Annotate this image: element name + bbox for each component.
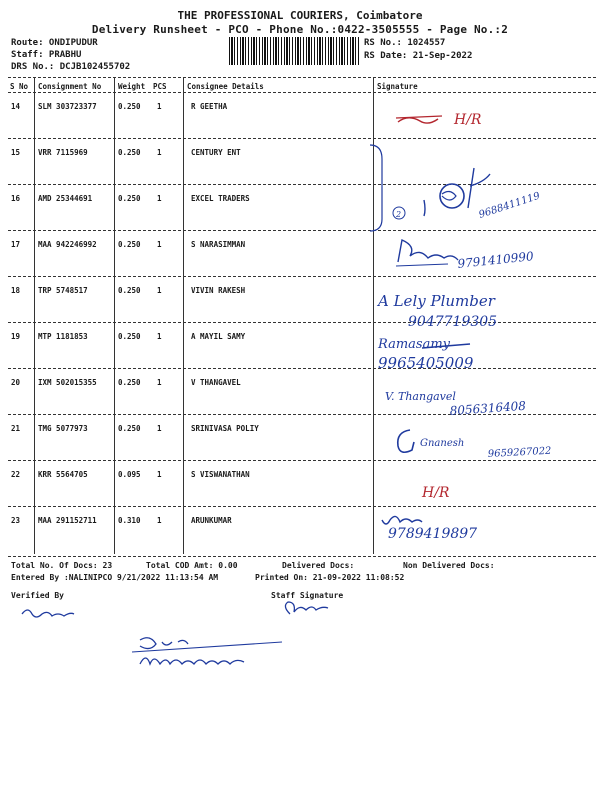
cell-pcs: 1 [157,102,162,111]
cell-weight: 0.095 [118,470,141,479]
cell-sno: 20 [11,378,21,387]
cell-weight: 0.250 [118,194,141,203]
cell-pcs: 1 [157,240,162,249]
row18-name: A Lely Plumber [378,292,495,310]
cell-consignee: V THANGAVEL [191,378,241,387]
cell-consignee: VIVIN RAKESH [191,286,246,295]
approver-signature [140,658,244,664]
total-cod-amount: Total COD Amt: 0.00 [146,561,238,570]
row16-phone: 9688411119 [477,190,542,221]
runsheet-title: THE PROFESSIONAL COURIERS, Coimbatore [177,9,423,22]
col-header-signature: Signature [377,82,418,91]
total-docs: Total No. Of Docs: 23 [11,561,113,570]
cell-sno: 14 [11,102,21,111]
runsheet-subtitle: Delivery Runsheet - PCO - Phone No.:0422-3505555 - Page No.:2 [91,23,509,36]
cell-weight: 0.310 [118,516,141,525]
cell-pcs: 1 [157,148,162,157]
row18-phone: 9047719305 [408,314,498,330]
cell-consignee: SRINIVASA POLIY [191,424,259,433]
rs-number: RS No.: 1024557 [364,38,446,48]
cell-pcs: 1 [157,378,162,387]
cell-consignee: R GEETHA [191,102,228,111]
col-header-consignment: Consignment No [38,82,102,91]
route-label: Route: ONDIPUDUR [11,38,98,48]
cell-sno: 18 [11,286,21,295]
cell-consignee: ARUNKUMAR [191,516,232,525]
cell-sno: 16 [11,194,21,203]
cell-sno: 21 [11,424,21,433]
cell-sno: 15 [11,148,21,157]
rs-date: RS Date: 21-Sep-2022 [364,51,473,61]
cell-weight: 0.250 [118,286,141,295]
cell-pcs: 1 [157,424,162,433]
row19-name: Ramasamy [378,337,451,352]
staff-signature [285,602,328,614]
col-header-weight: Weight [118,82,146,91]
cell-consignment-no: TMG 5077973 [38,424,88,433]
svg-text:2: 2 [396,210,402,219]
cell-consignee: EXCEL TRADERS [191,194,250,203]
cell-weight: 0.250 [118,424,141,433]
cell-weight: 0.250 [118,332,141,341]
cell-weight: 0.250 [118,102,141,111]
cell-consignment-no: MAA 942246992 [38,240,97,249]
printed-on: Printed On: 21-09-2022 11:08:52 [255,573,405,582]
cell-consignee: CENTURY ENT [191,148,241,157]
row19-phone: 9965405009 [378,354,474,372]
cell-pcs: 1 [157,194,162,203]
row20-name: V. Thangavel [385,390,456,403]
col-header-consignee: Consignee Details [187,82,264,91]
cell-sno: 17 [11,240,21,249]
staff-label: Staff: PRABHU [11,50,82,60]
cell-consignment-no: KRR 5564705 [38,470,88,479]
cell-sno: 23 [11,516,21,525]
delivered-docs: Delivered Docs: [282,561,355,570]
cell-consignee: A MAYIL SAMY [191,332,246,341]
verified-by-label: Verified By [11,591,64,600]
drs-number: DRS No.: DCJB102455702 [11,62,131,72]
row20-phone: 8056316408 [449,398,527,418]
row21-name: Gnanesh [420,438,465,449]
cell-weight: 0.250 [118,240,141,249]
cell-pcs: 1 [157,332,162,341]
cell-consignee: S NARASIMMAN [191,240,246,249]
cell-consignment-no: MAA 291152711 [38,516,97,525]
cell-consignee: S VISWANATHAN [191,470,250,479]
cell-weight: 0.250 [118,378,141,387]
col-header-sno: S No [10,82,29,91]
staff-signature-label: Staff Signature [271,591,344,600]
cell-consignment-no: AMD 25344691 [38,194,93,203]
row23-phone: 9789419897 [388,526,478,542]
cell-consignment-no: MTP 1181853 [38,332,88,341]
cell-sno: 22 [11,470,21,479]
cell-weight: 0.250 [118,148,141,157]
col-header-pcs: PCS [153,82,167,91]
cell-pcs: 1 [157,286,162,295]
entered-by: Entered By :NALINIPCO 9/21/2022 11:13:54 AM [11,573,219,582]
cell-consignment-no: IXM 502015355 [38,378,97,387]
approver-signature-initials [140,638,188,649]
row21-phone: 9659267022 [487,445,552,460]
row22-hr-note: H/R [422,485,450,501]
verifier-signature [22,610,74,617]
cell-sno: 19 [11,332,21,341]
cell-consignment-no: SLM 303723377 [38,102,97,111]
cell-pcs: 1 [157,470,162,479]
cell-pcs: 1 [157,516,162,525]
row14-hr-note: H/R [454,112,482,128]
cell-consignment-no: VRR 7115969 [38,148,88,157]
cell-consignment-no: TRP 5748517 [38,286,88,295]
non-delivered-docs: Non Delivered Docs: [403,561,495,570]
row17-phone: 9791410990 [456,249,535,271]
